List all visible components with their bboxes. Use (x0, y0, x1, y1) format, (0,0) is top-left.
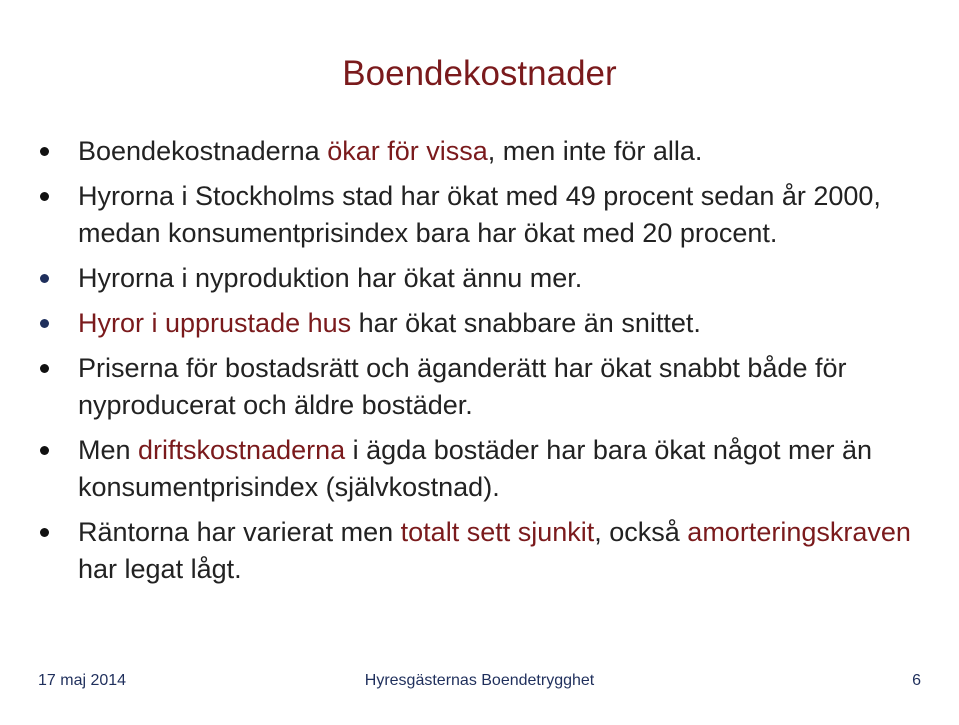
slide-title (0, 54, 959, 94)
bullet-text: , men inte för alla. (487, 136, 703, 166)
bullet-text: Räntorna har varierat men (78, 517, 401, 547)
bullet-dot-icon (40, 528, 49, 537)
bullet-item (40, 305, 940, 342)
bullet-dot-icon (40, 364, 49, 373)
slide-title-text: Boendekostnader (342, 54, 617, 93)
bullet-text: Boendekostnaderna (78, 136, 328, 166)
footer-organization: Hyresgästernas Boendetrygghet (364, 672, 595, 689)
bullet-item (40, 133, 940, 170)
bullet-text: har legat lågt. (78, 554, 242, 584)
bullet-item (40, 178, 940, 252)
bullet-text: Hyrorna i Stockholms stad har ökat med 49 procent sedan år 2000, medan konsumentprisindex bara har ökat med 20 procent. (78, 181, 881, 248)
bullet-dot-icon (40, 192, 49, 201)
bullet-dot-icon (40, 319, 49, 328)
bullet-text: Hyrorna i nyproduktion har ökat ännu mer. (78, 263, 583, 293)
highlighted-text: ökar för vissa (327, 136, 488, 166)
bullet-dot-icon (40, 147, 49, 156)
bullet-dot-icon (40, 274, 49, 283)
highlighted-text: amorteringskraven (687, 517, 911, 547)
bullet-text: , också (594, 517, 688, 547)
bullet-item (40, 432, 940, 506)
bullet-text: i ägda bostäder har bara ökat något mer än konsumentprisindex (självkostnad). (78, 435, 872, 502)
highlighted-text: totalt sett sjunkit (400, 517, 595, 547)
bullet-list (40, 133, 940, 596)
highlighted-text: driftskostnaderna (138, 435, 346, 465)
bullet-item (40, 350, 940, 424)
bullet-text: har ökat snabbare än snittet. (351, 308, 701, 338)
bullet-text: Priserna för bostadsrätt och äganderätt har ökat snabbt både för nyproducerat och äldre bostäder. (78, 353, 847, 420)
footer-date: 17 maj 2014 (38, 672, 127, 689)
footer-page-number: 6 (912, 672, 921, 689)
highlighted-text: Hyror i upprustade hus (78, 308, 352, 338)
bullet-item (40, 260, 940, 297)
bullet-dot-icon (40, 446, 49, 455)
bullet-text: Men (78, 435, 139, 465)
bullet-item (40, 514, 940, 588)
